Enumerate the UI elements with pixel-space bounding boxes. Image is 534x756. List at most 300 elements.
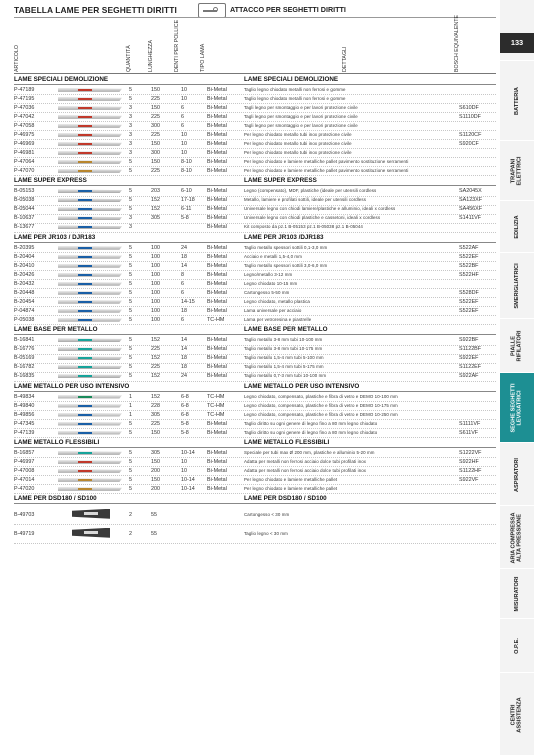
table-row bbox=[14, 345, 496, 354]
bosch-equivalent-cell: S1222VF bbox=[459, 449, 482, 456]
details-cell: Taglio legno chiodato metalli non ferrosi e gomme bbox=[244, 86, 346, 92]
side-tab[interactable] bbox=[500, 140, 534, 201]
table-row bbox=[14, 448, 496, 457]
quantity-cell: 2 bbox=[129, 511, 132, 518]
teeth-per-inch-cell: 6 bbox=[181, 316, 184, 323]
teeth-per-inch-cell: 6-10 bbox=[181, 188, 192, 195]
length-cell: 225 bbox=[151, 95, 160, 102]
section-title: LAME BASE PER METALLO bbox=[14, 326, 98, 334]
side-tab[interactable] bbox=[500, 505, 534, 569]
length-cell: 100 bbox=[151, 244, 160, 251]
teeth-per-inch-cell: 5-8 bbox=[181, 429, 189, 436]
article-code-cell: B-16782 bbox=[14, 364, 35, 371]
details-cell: Cartongesso < 30 mm bbox=[244, 511, 290, 517]
blade-image bbox=[58, 282, 122, 286]
article-code-cell: P-47036 bbox=[14, 104, 35, 111]
blade-type-cell: Bi-Metal bbox=[207, 197, 227, 204]
side-tab-label: CENTRI ASSISTENZA bbox=[510, 696, 523, 733]
article-code-cell: B-49840 bbox=[14, 402, 35, 409]
blade-type-cell: Bi-Metal bbox=[207, 337, 227, 344]
details-cell: Tagli legno per smontaggio e per lavori protezione civile bbox=[244, 104, 358, 110]
details-cell: Per legno chiodato e lamiere metalliche pallet bbox=[244, 485, 338, 491]
blade-image bbox=[58, 478, 122, 482]
details-cell: Legno (compensato), MDF, plastiche (ideale per utensili cordless bbox=[244, 188, 377, 194]
details-cell: Taglio metallo 3-8 mm tubi 10-175 mm bbox=[244, 346, 323, 352]
blade-image bbox=[58, 133, 122, 137]
blade-image bbox=[58, 142, 122, 146]
article-code-cell: P-47070 bbox=[14, 167, 35, 174]
table-row bbox=[14, 187, 496, 196]
attachment-title: ATTACCO PER SEGHETTI DIRITTI bbox=[230, 5, 346, 14]
quantity-cell: 5 bbox=[129, 253, 132, 260]
blade-type-cell: TC-HM bbox=[207, 402, 225, 409]
quantity-cell: 3 bbox=[129, 131, 132, 138]
bosch-equivalent-cell: S1122BF bbox=[459, 346, 482, 353]
quantity-cell: 5 bbox=[129, 346, 132, 353]
table-row bbox=[14, 103, 496, 112]
teeth-per-inch-cell: 5-8 bbox=[181, 215, 189, 222]
quantity-cell: 5 bbox=[129, 158, 132, 165]
blade-type-cell: Bi-Metal bbox=[207, 158, 227, 165]
section-title: LAME METALLO PER USO INTENSIVO bbox=[14, 382, 130, 390]
section-title-details: LAME METALLO FLESSIBILI bbox=[244, 439, 330, 446]
length-cell: 152 bbox=[151, 337, 160, 344]
article-code-cell: B-20410 bbox=[14, 262, 35, 269]
details-cell: Taglio legno < 30 mm bbox=[244, 530, 288, 536]
blade-image bbox=[58, 255, 122, 259]
blade-type-cell: Bi-Metal bbox=[207, 253, 227, 260]
teeth-per-inch-cell: 10 bbox=[181, 458, 187, 465]
quantity-cell: 5 bbox=[129, 206, 132, 213]
bosch-equivalent-cell: S922HF bbox=[459, 458, 479, 465]
side-tab[interactable] bbox=[500, 618, 534, 673]
length-cell: 305 bbox=[151, 215, 160, 222]
blade-image bbox=[72, 528, 110, 538]
side-tab-label: SEGHE SEGHETTI LEVIGATRICI bbox=[510, 383, 523, 433]
length-cell: 300 bbox=[151, 149, 160, 156]
quantity-cell: 5 bbox=[129, 197, 132, 204]
blade-type-cell: Bi-Metal bbox=[207, 95, 227, 102]
length-cell: 100 bbox=[151, 271, 160, 278]
blade-image bbox=[58, 374, 122, 378]
details-cell: Lama per vetroresina e piastrelle bbox=[244, 316, 312, 322]
bosch-equivalent-cell: S1120CF bbox=[459, 131, 482, 138]
quantity-cell: 5 bbox=[129, 95, 132, 102]
teeth-per-inch-cell: 6-8 bbox=[181, 402, 189, 409]
side-tab-label: PIALLE RIFILATORI bbox=[510, 330, 523, 362]
article-code-cell: P-47020 bbox=[14, 485, 35, 492]
article-code-cell: P-47139 bbox=[14, 429, 35, 436]
details-cell: Taglio diritto su ogni genere di legno fino a 80 mm legno chiodato bbox=[244, 429, 378, 435]
table-row bbox=[14, 214, 496, 223]
article-code-cell: P-47064 bbox=[14, 158, 35, 165]
section-title-details: LAME BASE PER METALLO bbox=[244, 326, 328, 334]
length-cell: 152 bbox=[151, 206, 160, 213]
teeth-per-inch-cell: 6-8 bbox=[181, 393, 189, 400]
blade-type-cell: Bi-Metal bbox=[207, 289, 227, 296]
table-row bbox=[14, 279, 496, 288]
table-row bbox=[14, 297, 496, 306]
blade-image bbox=[58, 395, 122, 399]
length-cell: 225 bbox=[151, 346, 160, 353]
quantity-cell: 3 bbox=[129, 215, 132, 222]
teeth-per-inch-cell: 6 bbox=[181, 280, 184, 287]
page-number: 133 bbox=[500, 33, 534, 53]
teeth-per-inch-cell: 8-10 bbox=[181, 167, 192, 174]
details-cell: Taglio diritto su ogni genere di legno fino a 80 mm legno chiodato bbox=[244, 420, 378, 426]
blade-type-cell: Bi-Metal bbox=[207, 280, 227, 287]
section-header bbox=[14, 438, 496, 447]
length-cell: 200 bbox=[151, 485, 160, 492]
blade-image bbox=[58, 189, 122, 193]
length-cell: 225 bbox=[151, 113, 160, 120]
teeth-per-inch-cell: 6-8 bbox=[181, 411, 189, 418]
blade-image bbox=[58, 124, 122, 128]
section-title: LAME SPECIALI DEMOLIZIONE bbox=[14, 76, 109, 83]
side-tab[interactable] bbox=[500, 372, 534, 443]
table-row bbox=[14, 148, 496, 157]
table-row bbox=[14, 205, 496, 214]
article-code-cell: P-05038 bbox=[14, 316, 35, 323]
quantity-cell: 1 bbox=[129, 402, 132, 409]
blade-image bbox=[58, 106, 122, 110]
article-code-cell: B-16857 bbox=[14, 449, 35, 456]
quantity-cell: 5 bbox=[129, 262, 132, 269]
article-code-cell: P-46969 bbox=[14, 140, 35, 147]
length-cell: 100 bbox=[151, 298, 160, 305]
quantity-cell: 3 bbox=[129, 113, 132, 120]
table-row bbox=[14, 261, 496, 270]
article-code-cell: B-13677 bbox=[14, 224, 35, 231]
blade-image bbox=[58, 413, 122, 417]
section-title: LAME PER JR103 / DJR183 bbox=[14, 233, 96, 241]
article-code-cell: P-47195 bbox=[14, 95, 35, 102]
details-cell: Per legno chiodato metallo tubi inox protezione civile bbox=[244, 149, 352, 155]
table-row bbox=[14, 484, 496, 493]
quantity-cell: 5 bbox=[129, 298, 132, 305]
title-divider bbox=[14, 17, 496, 18]
side-tab-label: MISURATORI bbox=[513, 576, 520, 612]
length-cell: 150 bbox=[151, 429, 160, 436]
blade-type-cell: Bi-Metal bbox=[207, 420, 227, 427]
table-row bbox=[14, 372, 496, 381]
side-tab-label: TRAPANI ELETTRICI bbox=[510, 156, 523, 186]
article-code-cell: B-05153 bbox=[14, 188, 35, 195]
table-row bbox=[14, 121, 496, 130]
bosch-equivalent-cell: S922BF bbox=[459, 337, 479, 344]
side-tab-label: SMERIGLIATRICI bbox=[513, 263, 520, 309]
blade-type-cell: Bi-Metal bbox=[207, 215, 227, 222]
details-cell: Per legno chiodato e lamiere metalliche pallet pavimento sostituzione serramenti bbox=[244, 167, 409, 173]
blade-image bbox=[58, 207, 122, 211]
quantity-cell: 5 bbox=[129, 307, 132, 314]
teeth-per-inch-cell: 18 bbox=[181, 253, 187, 260]
quantity-cell: 3 bbox=[129, 104, 132, 111]
table-row bbox=[14, 505, 496, 524]
length-cell: 225 bbox=[151, 420, 160, 427]
article-code-cell: P-47008 bbox=[14, 467, 35, 474]
teeth-per-inch-cell: 6 bbox=[181, 289, 184, 296]
details-cell: Lama universale per acciaio bbox=[244, 307, 302, 313]
bosch-equivalent-cell: S922AF bbox=[459, 373, 479, 380]
teeth-per-inch-cell: 18 bbox=[181, 307, 187, 314]
section-title: LAME SUPER EXPRESS bbox=[14, 177, 87, 185]
details-cell: Universale legno con chiodi lamiere/plastiche e alluminio, ideali x cordless bbox=[244, 206, 396, 212]
details-cell: Taglio metallo spessori sottili 0,1-3,0 mm bbox=[244, 244, 328, 250]
side-tab[interactable] bbox=[500, 672, 534, 756]
article-code-cell: P-04874 bbox=[14, 307, 35, 314]
details-cell: Legno chiodato, compensato, plastiche e fibra di vetro e DEMO 10-175 mm bbox=[244, 402, 398, 408]
article-code-cell: B-05044 bbox=[14, 206, 35, 213]
blade-type-cell: Bi-Metal bbox=[207, 140, 227, 147]
section-title-details: LAME METALLO PER USO INTENSIVO bbox=[244, 382, 360, 390]
blade-image bbox=[58, 451, 122, 455]
bosch-equivalent-cell: S528DF bbox=[459, 289, 479, 296]
side-tab[interactable] bbox=[500, 442, 534, 506]
section-title-details: LAME SPECIALI DEMOLIZIONE bbox=[244, 76, 339, 83]
details-cell: Legno chiodato, compensato, plastiche e fibra di vetro e DEMO 10-100 mm bbox=[244, 393, 398, 399]
table-row bbox=[14, 466, 496, 475]
table-row bbox=[14, 428, 496, 437]
blade-type-cell: Bi-Metal bbox=[207, 131, 227, 138]
side-tab[interactable] bbox=[500, 252, 534, 319]
teeth-per-inch-cell: 6 bbox=[181, 113, 184, 120]
table-row bbox=[14, 157, 496, 166]
bosch-equivalent-cell: S922EF bbox=[459, 355, 479, 362]
section-title-details: LAME SUPER EXPRESS bbox=[244, 177, 317, 185]
teeth-per-inch-cell: 10-14 bbox=[181, 476, 195, 483]
table-row bbox=[14, 392, 496, 401]
quantity-cell: 5 bbox=[129, 355, 132, 362]
blade-type-cell: Bi-Metal bbox=[207, 467, 227, 474]
details-cell: Taglio legno chiodato metalli non ferrosi e gomme bbox=[244, 95, 346, 101]
teeth-per-inch-cell: 10 bbox=[181, 149, 187, 156]
page-title: TABELLA LAME PER SEGHETTI DIRITTI bbox=[14, 5, 177, 15]
quantity-cell: 3 bbox=[129, 140, 132, 147]
teeth-per-inch-cell: 8-10 bbox=[181, 158, 192, 165]
blade-type-cell: TC-HM bbox=[207, 316, 225, 323]
details-cell: Adatta per metalli non ferrosi acciaio dolce tubi profilati inox bbox=[244, 467, 367, 473]
blade-image bbox=[58, 291, 122, 295]
article-code-cell: B-10637 bbox=[14, 215, 35, 222]
side-tab-label: BATTERIA bbox=[513, 87, 520, 115]
table-row bbox=[14, 306, 496, 315]
article-code-cell: B-20432 bbox=[14, 280, 35, 287]
blade-image bbox=[58, 97, 122, 101]
teeth-per-inch-cell: 10 bbox=[181, 140, 187, 147]
section-header bbox=[14, 75, 496, 84]
article-code-cell: P-47058 bbox=[14, 122, 35, 129]
details-cell: Per legno chiodato e lamiere metalliche pallet pavimento sostituzione serramenti bbox=[244, 158, 409, 164]
details-cell: Legno/metallo 3-12 mm bbox=[244, 271, 293, 277]
blade-type-cell: Bi-Metal bbox=[207, 346, 227, 353]
table-row bbox=[14, 85, 496, 94]
quantity-cell: 5 bbox=[129, 167, 132, 174]
length-cell: 305 bbox=[151, 411, 160, 418]
length-cell: 100 bbox=[151, 307, 160, 314]
length-cell: 100 bbox=[151, 316, 160, 323]
bosch-equivalent-cell: S1122HF bbox=[459, 467, 482, 474]
side-tab[interactable] bbox=[500, 200, 534, 253]
side-tab-label: ASPIRATORI bbox=[513, 457, 520, 492]
blade-image bbox=[58, 422, 122, 426]
bosch-equivalent-cell: S611VF bbox=[459, 429, 479, 436]
length-cell: 225 bbox=[151, 131, 160, 138]
length-cell: 100 bbox=[151, 262, 160, 269]
length-cell: 100 bbox=[151, 289, 160, 296]
length-cell: 305 bbox=[151, 449, 160, 456]
blade-image bbox=[58, 404, 122, 408]
blade-type-cell: Bi-Metal bbox=[207, 458, 227, 465]
blade-image bbox=[58, 88, 122, 92]
section-header bbox=[14, 494, 496, 503]
article-code-cell: B-16835 bbox=[14, 373, 35, 380]
section-title: LAME PER DSD180 / SD100 bbox=[14, 495, 97, 503]
length-cell: 55 bbox=[151, 530, 157, 537]
length-cell: 150 bbox=[151, 476, 160, 483]
bosch-equivalent-cell: SA2045X bbox=[459, 188, 482, 195]
article-code-cell: P-47014 bbox=[14, 476, 35, 483]
quantity-cell: 5 bbox=[129, 316, 132, 323]
article-code-cell: B-16841 bbox=[14, 337, 35, 344]
length-cell: 150 bbox=[151, 458, 160, 465]
article-code-cell: B-49703 bbox=[14, 511, 35, 518]
teeth-per-inch-cell: 14 bbox=[181, 337, 187, 344]
blade-type-cell: Bi-Metal bbox=[207, 364, 227, 371]
details-cell: Tagli legno per smontaggio e per lavori protezione civile bbox=[244, 122, 358, 128]
length-cell: 152 bbox=[151, 373, 160, 380]
table-row bbox=[14, 419, 496, 428]
quantity-cell: 3 bbox=[129, 122, 132, 129]
details-cell: Legno chiodato, compensato, plastiche e fibra di vetro e DEMO 10-250 mm bbox=[244, 411, 398, 417]
article-code-cell: B-16776 bbox=[14, 346, 35, 353]
quantity-cell: 5 bbox=[129, 476, 132, 483]
quantity-cell: 5 bbox=[129, 420, 132, 427]
length-cell: 203 bbox=[151, 188, 160, 195]
blade-image bbox=[58, 338, 122, 342]
details-cell: Speciale per tubi max Ø 200 mm, plastiche e alluminio 5-20 mm bbox=[244, 449, 375, 455]
length-cell: 228 bbox=[151, 402, 160, 409]
length-cell: 150 bbox=[151, 158, 160, 165]
table-row bbox=[14, 130, 496, 139]
table-row bbox=[14, 139, 496, 148]
length-cell: 225 bbox=[151, 167, 160, 174]
table-row bbox=[14, 315, 496, 324]
teeth-per-inch-cell: 24 bbox=[181, 373, 187, 380]
section-header bbox=[14, 233, 496, 242]
teeth-per-inch-cell: 14-15 bbox=[181, 298, 195, 305]
side-tab-label: EDILIZIA bbox=[513, 215, 520, 239]
length-cell: 152 bbox=[151, 393, 160, 400]
blade-image bbox=[58, 169, 122, 173]
bosch-equivalent-cell: S522AF bbox=[459, 244, 479, 251]
quantity-cell: 5 bbox=[129, 364, 132, 371]
bosch-equivalent-cell: S922VF bbox=[459, 476, 479, 483]
article-code-cell: B-20426 bbox=[14, 271, 35, 278]
section-header bbox=[14, 325, 496, 334]
bosch-equivalent-cell: S920CF bbox=[459, 140, 479, 147]
side-tab-label: O.P.E. bbox=[513, 638, 520, 654]
details-cell: Legno chiodato, metallo plastica bbox=[244, 298, 310, 304]
details-cell: Taglio metallo spessori sottili 3,0-6,0 mm bbox=[244, 262, 328, 268]
blade-type-cell: Bi-Metal bbox=[207, 355, 227, 362]
blade-image bbox=[58, 151, 122, 155]
details-cell: Taglio metallo 1,5-4 mm tubi 5-175 mm bbox=[244, 364, 324, 370]
details-cell: Legno chiodato 10-15 mm bbox=[244, 280, 298, 286]
details-cell: Adatta per metalli non ferrosi acciaio dolce tubi profilati inox bbox=[244, 458, 367, 464]
blade-type-cell: Bi-Metal bbox=[207, 224, 227, 231]
blade-type-cell: TC-HM bbox=[207, 411, 225, 418]
blade-image bbox=[58, 264, 122, 268]
blade-image bbox=[58, 198, 122, 202]
article-code-cell: P-46997 bbox=[14, 458, 35, 465]
bosch-equivalent-cell: S1111VF bbox=[459, 420, 481, 427]
attachment-icon bbox=[198, 3, 226, 18]
quantity-cell: 5 bbox=[129, 244, 132, 251]
blade-type-cell: Bi-Metal bbox=[207, 167, 227, 174]
quantity-cell: 5 bbox=[129, 271, 132, 278]
article-code-cell: B-20448 bbox=[14, 289, 35, 296]
teeth-per-inch-cell: 10 bbox=[181, 86, 187, 93]
side-tab[interactable] bbox=[500, 60, 534, 141]
table-row bbox=[14, 524, 496, 543]
table-row bbox=[14, 410, 496, 419]
section-title-details: LAME PER JR103 /DJR183 bbox=[244, 233, 324, 241]
bosch-equivalent-cell: S522EF bbox=[459, 307, 479, 314]
section-title-details: LAME PER DSD180 / SD100 bbox=[244, 495, 327, 503]
article-code-cell: P-46975 bbox=[14, 131, 35, 138]
details-cell: Taglio metallo 3-8 mm tubi 10-100 mm bbox=[244, 337, 323, 343]
teeth-per-inch-cell: 18 bbox=[181, 355, 187, 362]
table-row bbox=[14, 243, 496, 252]
article-code-cell: P-47189 bbox=[14, 86, 35, 93]
side-tab[interactable] bbox=[500, 318, 534, 373]
teeth-per-inch-cell: 10 bbox=[181, 95, 187, 102]
side-tab[interactable] bbox=[500, 568, 534, 619]
teeth-per-inch-cell: 5-8 bbox=[181, 420, 189, 427]
table-row bbox=[14, 336, 496, 345]
quantity-cell: 5 bbox=[129, 429, 132, 436]
length-cell: 152 bbox=[151, 355, 160, 362]
details-cell: Metallo, lamiere e profilati sottili, ideale per utensili cordless bbox=[244, 197, 367, 203]
length-cell: 300 bbox=[151, 122, 160, 129]
blade-type-cell: Bi-Metal bbox=[207, 449, 227, 456]
teeth-per-inch-cell: 10-14 bbox=[181, 485, 195, 492]
blade-type-cell: Bi-Metal bbox=[207, 262, 227, 269]
blade-image bbox=[58, 356, 122, 360]
article-code-cell: P-47042 bbox=[14, 113, 35, 120]
section-header bbox=[14, 382, 496, 391]
bosch-equivalent-cell: S522EF bbox=[459, 298, 479, 305]
article-code-cell: B-20404 bbox=[14, 253, 35, 260]
length-cell: 100 bbox=[151, 280, 160, 287]
blade-type-cell: Bi-Metal bbox=[207, 206, 227, 213]
teeth-per-inch-cell: 24 bbox=[181, 244, 187, 251]
blade-image bbox=[58, 216, 122, 220]
bosch-equivalent-cell: S1122EF bbox=[459, 364, 482, 371]
article-code-cell: B-20395 bbox=[14, 244, 35, 251]
blade-image bbox=[58, 365, 122, 369]
table-row bbox=[14, 288, 496, 297]
blade-image bbox=[58, 273, 122, 277]
quantity-cell: 3 bbox=[129, 224, 132, 231]
details-cell: Tagli legno per smontaggio e per lavori protezione civile bbox=[244, 113, 358, 119]
article-code-cell: B-05169 bbox=[14, 355, 35, 362]
section-header bbox=[14, 176, 496, 185]
teeth-per-inch-cell: 14 bbox=[181, 262, 187, 269]
teeth-per-inch-cell: 10-14 bbox=[181, 449, 195, 456]
blade-image bbox=[58, 431, 122, 435]
